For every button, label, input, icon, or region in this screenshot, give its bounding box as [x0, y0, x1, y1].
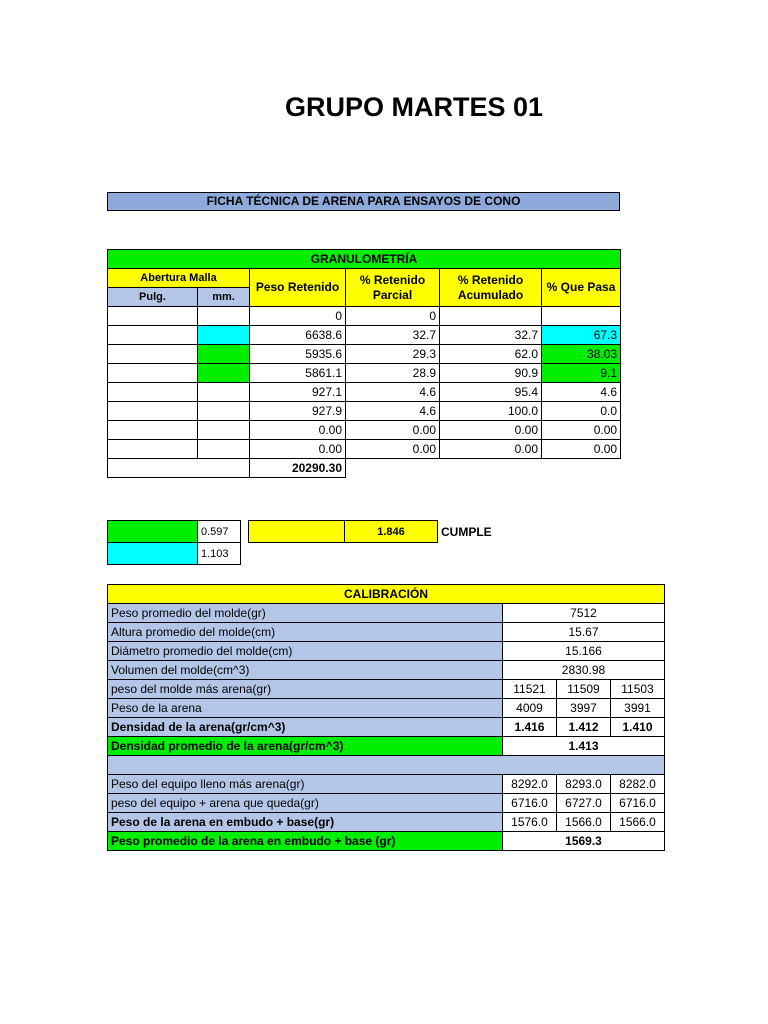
- yellow-value-cell: 1.846: [345, 521, 438, 543]
- parcial-cell: 4.6: [346, 402, 440, 421]
- mm-cell: [198, 326, 250, 345]
- peso-cell: 927.1: [250, 383, 346, 402]
- parcial-cell: 32.7: [346, 326, 440, 345]
- blank-cell: [440, 459, 542, 478]
- blank-cell: [542, 459, 621, 478]
- table-row: [108, 326, 621, 345]
- total-peso-cell: 20290.30: [250, 459, 346, 478]
- equipo-queda-value: 6716.0: [503, 794, 557, 813]
- peso-cell: 927.9: [250, 402, 346, 421]
- volumen-label: Volumen del molde(cm^3): [108, 661, 503, 680]
- spacer-row: [108, 756, 665, 775]
- diametro-label: Diámetro promedio del molde(cm): [108, 642, 503, 661]
- acum-cell: 100.0: [440, 402, 542, 421]
- pulg-cell: [108, 421, 198, 440]
- green-value-cell: 0.597: [198, 521, 241, 543]
- acum-cell: 32.7: [440, 326, 542, 345]
- pulg-cell: [108, 307, 198, 326]
- peso-cell: 5935.6: [250, 345, 346, 364]
- peso-cell: 0.00: [250, 421, 346, 440]
- retenido-parcial-header: % Retenido Parcial: [346, 269, 440, 307]
- peso-cell: 0.00: [250, 440, 346, 459]
- pulg-cell: [108, 383, 198, 402]
- blank-cell: [346, 459, 440, 478]
- altura-value: 15.67: [503, 623, 665, 642]
- acum-cell: 95.4: [440, 383, 542, 402]
- parcial-cell: 0.00: [346, 440, 440, 459]
- molde-arena-value: 11509: [557, 680, 611, 699]
- equipo-lleno-label: Peso del equipo lleno más arena(gr): [108, 775, 503, 794]
- mm-cell: [198, 421, 250, 440]
- pasa-cell: 67.3: [542, 326, 621, 345]
- peso-retenido-header: Peso Retenido: [250, 269, 346, 307]
- pasa-cell: 0.00: [542, 440, 621, 459]
- acum-cell: [440, 307, 542, 326]
- embudo-label: Peso de la arena en embudo + base(gr): [108, 813, 503, 832]
- densidad-promedio-value: 1.413: [503, 737, 665, 756]
- calibracion-header: CALIBRACIÓN: [108, 585, 665, 604]
- equipo-queda-label: peso del equipo + arena que queda(gr): [108, 794, 503, 813]
- peso-arena-value: 4009: [503, 699, 557, 718]
- peso-arena-label: Peso de la arena: [108, 699, 503, 718]
- densidad-value: 1.410: [611, 718, 665, 737]
- embudo-value: 1566.0: [557, 813, 611, 832]
- table-row: [108, 421, 621, 440]
- equipo-lleno-value: 8293.0: [557, 775, 611, 794]
- status-text: CUMPLE: [441, 525, 492, 539]
- peso-cell: 0: [250, 307, 346, 326]
- table-row: [108, 383, 621, 402]
- pulg-cell: [108, 440, 198, 459]
- table-row: [108, 345, 621, 364]
- granulometria-table: [107, 249, 621, 478]
- yellow-swatch-cell: [249, 521, 345, 543]
- molde-arena-value: 11503: [611, 680, 665, 699]
- peso-cell: 5861.1: [250, 364, 346, 383]
- equipo-queda-value: 6716.0: [611, 794, 665, 813]
- equipo-queda-value: 6727.0: [557, 794, 611, 813]
- retenido-acumulado-header: % Retenido Acumulado: [440, 269, 542, 307]
- embudo-value: 1576.0: [503, 813, 557, 832]
- mm-cell: [198, 345, 250, 364]
- pulg-cell: [108, 402, 198, 421]
- table-row: [108, 364, 621, 383]
- altura-label: Altura promedio del molde(cm): [108, 623, 503, 642]
- ficha-header: FICHA TÉCNICA DE ARENA PARA ENSAYOS DE CONO: [107, 192, 620, 211]
- cyan-value-cell: 1.103: [198, 543, 241, 565]
- mm-cell: [198, 307, 250, 326]
- acum-cell: 0.00: [440, 421, 542, 440]
- coef-yellow-table: [248, 520, 438, 543]
- mm-cell: [198, 402, 250, 421]
- coef-table: [107, 520, 241, 565]
- pasa-cell: 0.00: [542, 421, 621, 440]
- embudo-promedio-label: Peso promedio de la arena en embudo + base (gr): [108, 832, 503, 851]
- acum-cell: 0.00: [440, 440, 542, 459]
- diametro-value: 15.166: [503, 642, 665, 661]
- granulometria-header: GRANULOMETRÍA: [108, 250, 621, 269]
- peso-arena-value: 3991: [611, 699, 665, 718]
- calibracion-table: [107, 584, 665, 851]
- green-swatch-cell: [108, 521, 198, 543]
- pulg-cell: [108, 364, 198, 383]
- pasa-cell: 4.6: [542, 383, 621, 402]
- parcial-cell: 0: [346, 307, 440, 326]
- pasa-cell: 9.1: [542, 364, 621, 383]
- acum-cell: 62.0: [440, 345, 542, 364]
- table-row: [108, 402, 621, 421]
- abertura-header: Abertura Malla: [108, 269, 250, 288]
- parcial-cell: 4.6: [346, 383, 440, 402]
- peso-molde-label: Peso promedio del molde(gr): [108, 604, 503, 623]
- cyan-swatch-cell: [108, 543, 198, 565]
- peso-molde-value: 7512: [503, 604, 665, 623]
- mm-header: mm.: [198, 288, 250, 307]
- pulg-cell: [108, 345, 198, 364]
- acum-cell: 90.9: [440, 364, 542, 383]
- total-label-cell: [108, 459, 250, 478]
- table-row-total: [108, 459, 621, 478]
- densidad-promedio-label: Densidad promedio de la arena(gr/cm^3): [108, 737, 503, 756]
- table-row: [108, 307, 621, 326]
- pulg-cell: [108, 326, 198, 345]
- table-row: [108, 440, 621, 459]
- densidad-label: Densidad de la arena(gr/cm^3): [108, 718, 503, 737]
- embudo-promedio-value: 1569.3: [503, 832, 665, 851]
- pulg-header: Pulg.: [108, 288, 198, 307]
- volumen-value: 2830.98: [503, 661, 665, 680]
- mm-cell: [198, 440, 250, 459]
- densidad-value: 1.412: [557, 718, 611, 737]
- peso-arena-value: 3997: [557, 699, 611, 718]
- densidad-value: 1.416: [503, 718, 557, 737]
- peso-cell: 6638.6: [250, 326, 346, 345]
- parcial-cell: 28.9: [346, 364, 440, 383]
- parcial-cell: 29.3: [346, 345, 440, 364]
- equipo-lleno-value: 8292.0: [503, 775, 557, 794]
- pasa-cell: 0.0: [542, 402, 621, 421]
- page-title: GRUPO MARTES 01: [284, 92, 544, 122]
- pasa-cell: 38.03: [542, 345, 621, 364]
- pasa-cell: [542, 307, 621, 326]
- embudo-value: 1566.0: [611, 813, 665, 832]
- equipo-lleno-value: 8282.0: [611, 775, 665, 794]
- mm-cell: [198, 364, 250, 383]
- mm-cell: [198, 383, 250, 402]
- que-pasa-header: % Que Pasa: [542, 269, 621, 307]
- molde-arena-value: 11521: [503, 680, 557, 699]
- parcial-cell: 0.00: [346, 421, 440, 440]
- molde-arena-label: peso del molde más arena(gr): [108, 680, 503, 699]
